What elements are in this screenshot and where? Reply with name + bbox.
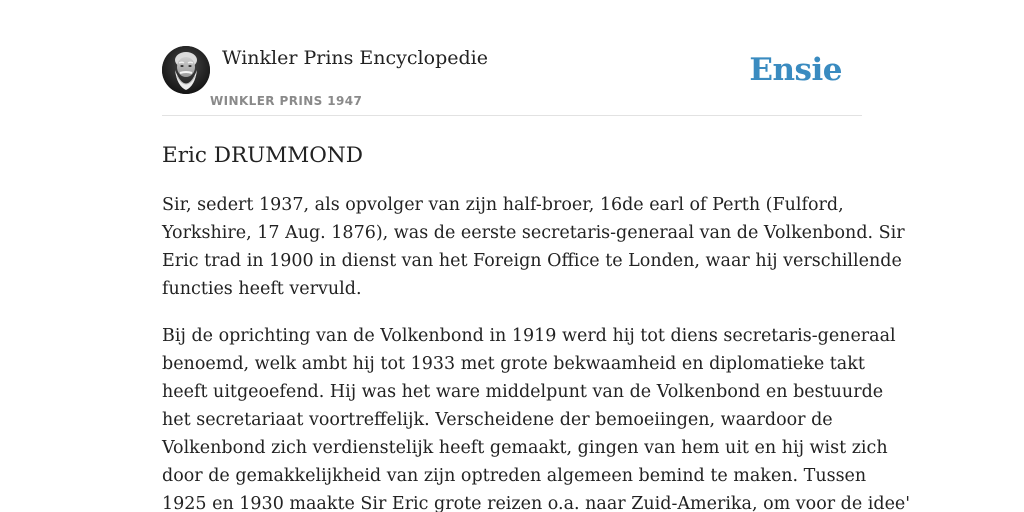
paragraph-line: Bij de oprichting van de Volkenbond in 1919 werd hij tot diens secretaris-generaal — [162, 326, 896, 346]
page — [162, 0, 911, 512]
paragraph-line: heeft uitgeoefend. Hij was het ware middelpunt van de Volkenbond en bestuurde — [162, 382, 884, 402]
ensie-logo[interactable]: Ensie — [749, 52, 842, 88]
article-body — [162, 191, 911, 512]
paragraph-line: functies heeft vervuld. — [162, 279, 362, 299]
paragraph-line: Volkenbond zich verdienstelijk heeft gemaakt, gingen van hem uit en hij wist zich — [162, 438, 888, 458]
paragraph-line: Yorkshire, 17 Aug. 1876), was de eerste secretaris-generaal van de Volkenbond. Sir — [162, 223, 905, 243]
paragraph-line: Eric trad in 1900 in dienst van het Foreign Office te Londen, waar hij verschillende — [162, 251, 902, 271]
article-title: Eric DRUMMOND — [162, 143, 363, 168]
edition-label[interactable]: WINKLER PRINS 1947 — [210, 94, 363, 108]
bearded-man-portrait-icon — [162, 46, 210, 94]
article-paragraph — [162, 191, 905, 303]
paragraph-line: benoemd, welk ambt hij tot 1933 met grote bekwaamheid en diplomatieke takt — [162, 354, 865, 374]
site-title[interactable]: Winkler Prins Encyclopedie — [222, 47, 488, 69]
paragraph-line: 1925 en 1930 maakte Sir Eric grote reizen o.a. naar Zuid-Amerika, om voor de idee' — [162, 494, 911, 512]
site-header — [162, 46, 862, 116]
paragraph-line: het secretariaat voortreffelijk. Verscheidene der bemoeiingen, waardoor de — [162, 410, 833, 430]
paragraph-line: door de gemakkelijkheid van zijn optreden algemeen bemind te maken. Tussen — [162, 466, 867, 486]
avatar[interactable] — [162, 46, 210, 94]
paragraph-line: Sir, sedert 1937, als opvolger van zijn half-broer, 16de earl of Perth (Fulford, — [162, 195, 844, 215]
article-paragraph — [162, 322, 911, 512]
